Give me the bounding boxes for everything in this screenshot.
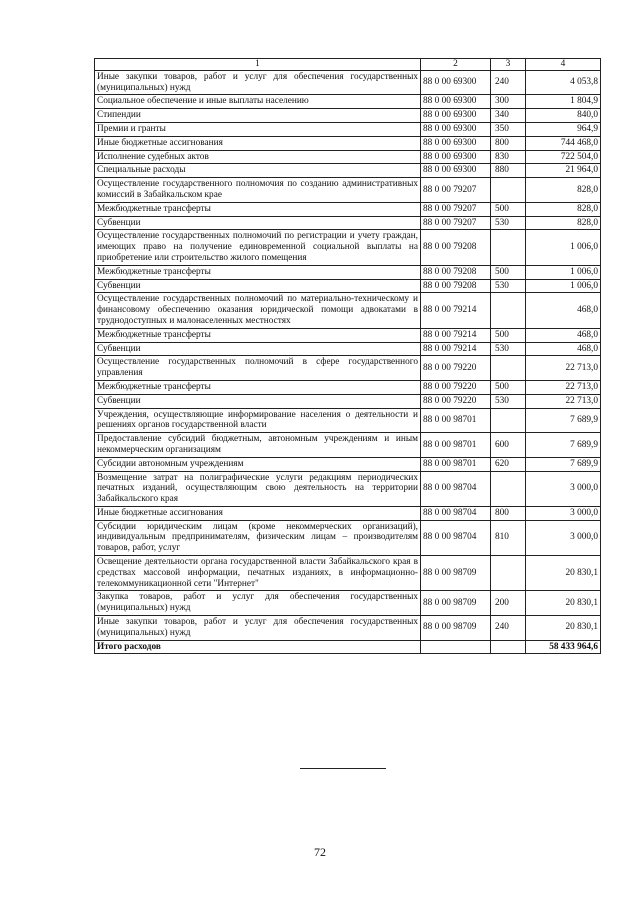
row-amount: 20 830,1 — [526, 591, 601, 616]
row-amount: 22 713,0 — [526, 356, 601, 381]
total-row — [95, 640, 601, 654]
row-amount: 964,9 — [526, 122, 601, 136]
row-name: Осуществление государственных полномочий по регистрации и учету граждан, имеющих право на получение единовременной социальной выплаты на приобретение или строительство жилого помещения — [95, 230, 421, 265]
row-type — [491, 356, 526, 381]
row-amount: 468,0 — [526, 342, 601, 356]
header-row — [95, 59, 601, 71]
row-type — [491, 408, 526, 433]
row-name: Субсидии автономным учреждениям — [95, 457, 421, 471]
row-type: 530 — [491, 342, 526, 356]
row-type — [491, 230, 526, 265]
row-name: Межбюджетные трансферты — [95, 380, 421, 394]
table-row — [95, 95, 601, 109]
row-name: Иные закупки товаров, работ и услуг для обеспечения государственных (муниципальных) нужд — [95, 70, 421, 95]
row-type — [491, 293, 526, 328]
row-amount: 7 689,9 — [526, 433, 601, 458]
row-name: Исполнение судебных актов — [95, 150, 421, 164]
row-amount: 1 006,0 — [526, 265, 601, 279]
row-amount: 20 830,1 — [526, 556, 601, 591]
row-code: 88 0 00 98701 — [421, 457, 491, 471]
table-row — [95, 380, 601, 394]
row-type: 600 — [491, 433, 526, 458]
page-number: 72 — [314, 845, 326, 859]
row-name: Субвенции — [95, 342, 421, 356]
table-row — [95, 616, 601, 641]
row-name: Субвенции — [95, 394, 421, 408]
row-name: Иные бюджетные ассигнования — [95, 506, 421, 520]
row-code: 88 0 00 79208 — [421, 230, 491, 265]
row-name: Специальные расходы — [95, 164, 421, 178]
row-amount: 468,0 — [526, 293, 601, 328]
row-amount: 840,0 — [526, 109, 601, 123]
row-amount: 828,0 — [526, 202, 601, 216]
row-code: 88 0 00 69300 — [421, 164, 491, 178]
row-amount: 21 964,0 — [526, 164, 601, 178]
row-code: 88 0 00 79207 — [421, 178, 491, 203]
row-name: Учреждения, осуществляющие информирование населения о деятельности и решениях органов государственной власти — [95, 408, 421, 433]
table-row — [95, 70, 601, 95]
row-code: 88 0 00 98709 — [421, 591, 491, 616]
row-amount: 7 689,9 — [526, 408, 601, 433]
row-type: 500 — [491, 328, 526, 342]
row-name: Межбюджетные трансферты — [95, 328, 421, 342]
row-name: Социальное обеспечение и иные выплаты населению — [95, 95, 421, 109]
table-row — [95, 136, 601, 150]
table-row — [95, 216, 601, 230]
row-code: 88 0 00 79220 — [421, 394, 491, 408]
table-row — [95, 356, 601, 381]
row-type: 620 — [491, 457, 526, 471]
row-code: 88 0 00 98704 — [421, 506, 491, 520]
row-type: 300 — [491, 95, 526, 109]
table-row — [95, 109, 601, 123]
row-amount: 828,0 — [526, 216, 601, 230]
row-amount: 1 804,9 — [526, 95, 601, 109]
row-name: Стипендии — [95, 109, 421, 123]
header-col-3: 3 — [491, 59, 526, 71]
row-type: 200 — [491, 591, 526, 616]
row-code: 88 0 00 79208 — [421, 279, 491, 293]
row-code: 88 0 00 79220 — [421, 380, 491, 394]
row-type: 880 — [491, 164, 526, 178]
row-name: Закупка товаров, работ и услуг для обеспечения государственных (муниципальных) нужд — [95, 591, 421, 616]
row-type: 240 — [491, 616, 526, 641]
row-code: 88 0 00 79214 — [421, 293, 491, 328]
table-row — [95, 433, 601, 458]
row-code: 88 0 00 98701 — [421, 408, 491, 433]
table-row — [95, 230, 601, 265]
table-row — [95, 520, 601, 555]
row-name: Субсидии юридическим лицам (кроме некоммерческих организаций), индивидуальным предпринимателям, физическим лицам – производителям товаров, работ, услуг — [95, 520, 421, 555]
row-type: 350 — [491, 122, 526, 136]
row-type — [491, 178, 526, 203]
row-code: 88 0 00 69300 — [421, 136, 491, 150]
row-type: 830 — [491, 150, 526, 164]
row-code: 88 0 00 98701 — [421, 433, 491, 458]
row-code: 88 0 00 79208 — [421, 265, 491, 279]
header-col-2: 2 — [421, 59, 491, 71]
row-code: 88 0 00 98704 — [421, 471, 491, 506]
header-col-4: 4 — [526, 59, 601, 71]
row-type: 240 — [491, 70, 526, 95]
row-name: Премии и гранты — [95, 122, 421, 136]
row-name: Освещение деятельности органа государственной власти Забайкальского края в средствах массовой информации, печатных изданиях, в информационно-телекоммуникационной сети "Интернет" — [95, 556, 421, 591]
table-row — [95, 471, 601, 506]
row-name: Межбюджетные трансферты — [95, 202, 421, 216]
row-code: 88 0 00 79214 — [421, 342, 491, 356]
row-name: Межбюджетные трансферты — [95, 265, 421, 279]
row-type: 340 — [491, 109, 526, 123]
total-label: Итого расходов — [95, 640, 421, 654]
row-code: 88 0 00 69300 — [421, 95, 491, 109]
row-amount: 22 713,0 — [526, 394, 601, 408]
row-amount: 468,0 — [526, 328, 601, 342]
row-type: 530 — [491, 216, 526, 230]
row-code: 88 0 00 69300 — [421, 122, 491, 136]
row-type: 500 — [491, 265, 526, 279]
row-amount: 1 006,0 — [526, 279, 601, 293]
table-row — [95, 202, 601, 216]
row-type: 800 — [491, 136, 526, 150]
row-code: 88 0 00 69300 — [421, 109, 491, 123]
row-type: 500 — [491, 202, 526, 216]
row-type: 530 — [491, 279, 526, 293]
row-amount: 828,0 — [526, 178, 601, 203]
row-code: 88 0 00 69300 — [421, 70, 491, 95]
row-type: 800 — [491, 506, 526, 520]
total-empty-code — [421, 640, 491, 654]
table-row — [95, 265, 601, 279]
row-amount: 22 713,0 — [526, 380, 601, 394]
table-row — [95, 150, 601, 164]
row-code: 88 0 00 79207 — [421, 216, 491, 230]
table-body — [95, 70, 601, 640]
table-row — [95, 328, 601, 342]
row-name: Субвенции — [95, 216, 421, 230]
row-code: 88 0 00 79220 — [421, 356, 491, 381]
table-row — [95, 178, 601, 203]
row-amount: 744 468,0 — [526, 136, 601, 150]
total-amount: 58 433 964,6 — [526, 640, 601, 654]
row-code: 88 0 00 98704 — [421, 520, 491, 555]
row-code: 88 0 00 79207 — [421, 202, 491, 216]
row-code: 88 0 00 79214 — [421, 328, 491, 342]
table-row — [95, 506, 601, 520]
table-row — [95, 164, 601, 178]
row-type — [491, 471, 526, 506]
row-amount: 1 006,0 — [526, 230, 601, 265]
total-empty-type — [491, 640, 526, 654]
row-type: 500 — [491, 380, 526, 394]
row-amount: 20 830,1 — [526, 616, 601, 641]
row-name: Осуществление государственных полномочий в сфере государственного управления — [95, 356, 421, 381]
table-row — [95, 342, 601, 356]
row-code: 88 0 00 98709 — [421, 616, 491, 641]
row-amount: 722 504,0 — [526, 150, 601, 164]
table-row — [95, 293, 601, 328]
row-name: Иные бюджетные ассигнования — [95, 136, 421, 150]
row-name: Осуществление государственного полномочия по созданию административных комиссий в Забайкальском крае — [95, 178, 421, 203]
table-row — [95, 279, 601, 293]
row-name: Осуществление государственных полномочий по материально-техническому и финансовому обеспечению оказания юридической помощи адвокатами в труднодоступных и малонаселенных местностях — [95, 293, 421, 328]
footnote-divider — [300, 768, 386, 769]
row-amount: 4 053,8 — [526, 70, 601, 95]
row-amount: 3 000,0 — [526, 471, 601, 506]
row-type: 810 — [491, 520, 526, 555]
row-name: Иные закупки товаров, работ и услуг для обеспечения государственных (муниципальных) нужд — [95, 616, 421, 641]
row-amount: 3 000,0 — [526, 506, 601, 520]
table-row — [95, 394, 601, 408]
row-name: Субвенции — [95, 279, 421, 293]
row-name: Предоставление субсидий бюджетным, автономным учреждениям и иным некоммерческим организациям — [95, 433, 421, 458]
table-row — [95, 408, 601, 433]
row-type — [491, 556, 526, 591]
header-col-1: 1 — [95, 59, 421, 71]
table-row — [95, 556, 601, 591]
budget-table — [94, 58, 601, 654]
row-amount: 3 000,0 — [526, 520, 601, 555]
table-row — [95, 591, 601, 616]
table-row — [95, 457, 601, 471]
row-name: Возмещение затрат на полиграфические услуги редакциям периодических печатных изданий, осуществляющим свою деятельность на территории Забайкальского края — [95, 471, 421, 506]
table-row — [95, 122, 601, 136]
row-code: 88 0 00 98709 — [421, 556, 491, 591]
row-type: 530 — [491, 394, 526, 408]
row-amount: 7 689,9 — [526, 457, 601, 471]
row-code: 88 0 00 69300 — [421, 150, 491, 164]
